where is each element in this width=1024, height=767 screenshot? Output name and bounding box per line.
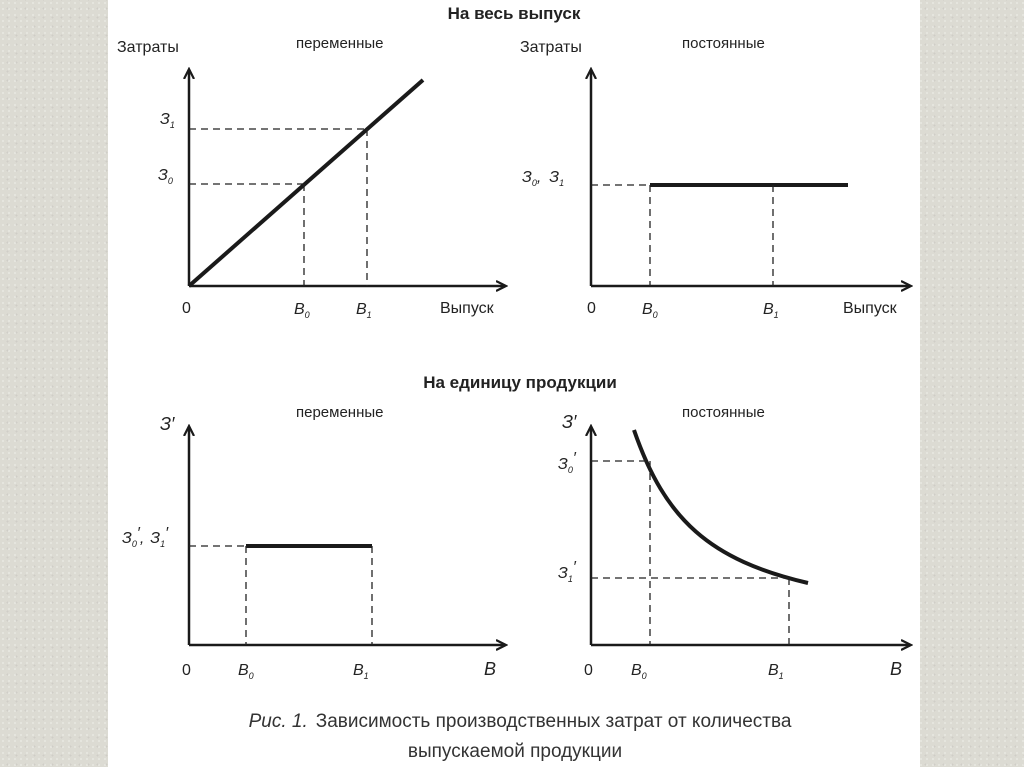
tick-b0: $В_0$ [631, 662, 647, 681]
x-axis-label: Выпуск [440, 300, 494, 317]
tick-z0-z1: $З_0'$, $З_1'$ [122, 525, 169, 549]
tick-z0: $З_0'$ [558, 450, 576, 475]
panel-title: переменные [296, 35, 384, 52]
panel-title: постоянные [682, 35, 765, 52]
origin-label: 0 [182, 662, 191, 679]
x-axis-label: Выпуск [843, 300, 897, 317]
panel-total-variable [117, 35, 505, 320]
origin-label: 0 [587, 300, 596, 317]
tick-z0-z1: $З_0$, $З_1$ [522, 169, 565, 188]
panel-unit-variable [122, 404, 505, 681]
variable-cost-line [189, 80, 423, 286]
y-axis-label: З′ [160, 414, 175, 434]
panel-unit-fixed [558, 404, 910, 681]
y-axis-label: Затраты [520, 39, 582, 56]
heading-per-unit: На единицу продукции [423, 373, 617, 392]
tick-b1: $В_1$ [353, 662, 369, 681]
tick-z1: $З_1'$ [558, 559, 576, 584]
origin-label: 0 [182, 300, 191, 317]
tick-z1: $З_1$ [160, 111, 175, 130]
tick-z0: $З_0$ [158, 167, 173, 186]
x-axis-label: В [890, 659, 903, 679]
panel-total-fixed [520, 35, 910, 320]
y-axis-label: З′ [562, 412, 577, 432]
figure-caption-line1: Рис. 1. Зависимость производственных затрат от количества [248, 711, 792, 732]
unit-fixed-cost-curve [634, 430, 808, 583]
panel-title: постоянные [682, 404, 765, 421]
tick-b1: $В_1$ [356, 301, 372, 320]
tick-b0: $В_0$ [642, 301, 658, 320]
tick-b0: $В_0$ [294, 301, 310, 320]
tick-b1: $В_1$ [763, 301, 779, 320]
figure-caption-line2: выпускаемой продукции [407, 741, 623, 762]
x-axis-label: В [484, 659, 497, 679]
panel-title: переменные [296, 404, 384, 421]
tick-b1: $В_1$ [768, 662, 784, 681]
tick-b0: $В_0$ [238, 662, 254, 681]
y-axis-label: Затраты [117, 39, 179, 56]
heading-total-output: На весь выпуск [447, 4, 581, 23]
origin-label: 0 [584, 662, 593, 679]
